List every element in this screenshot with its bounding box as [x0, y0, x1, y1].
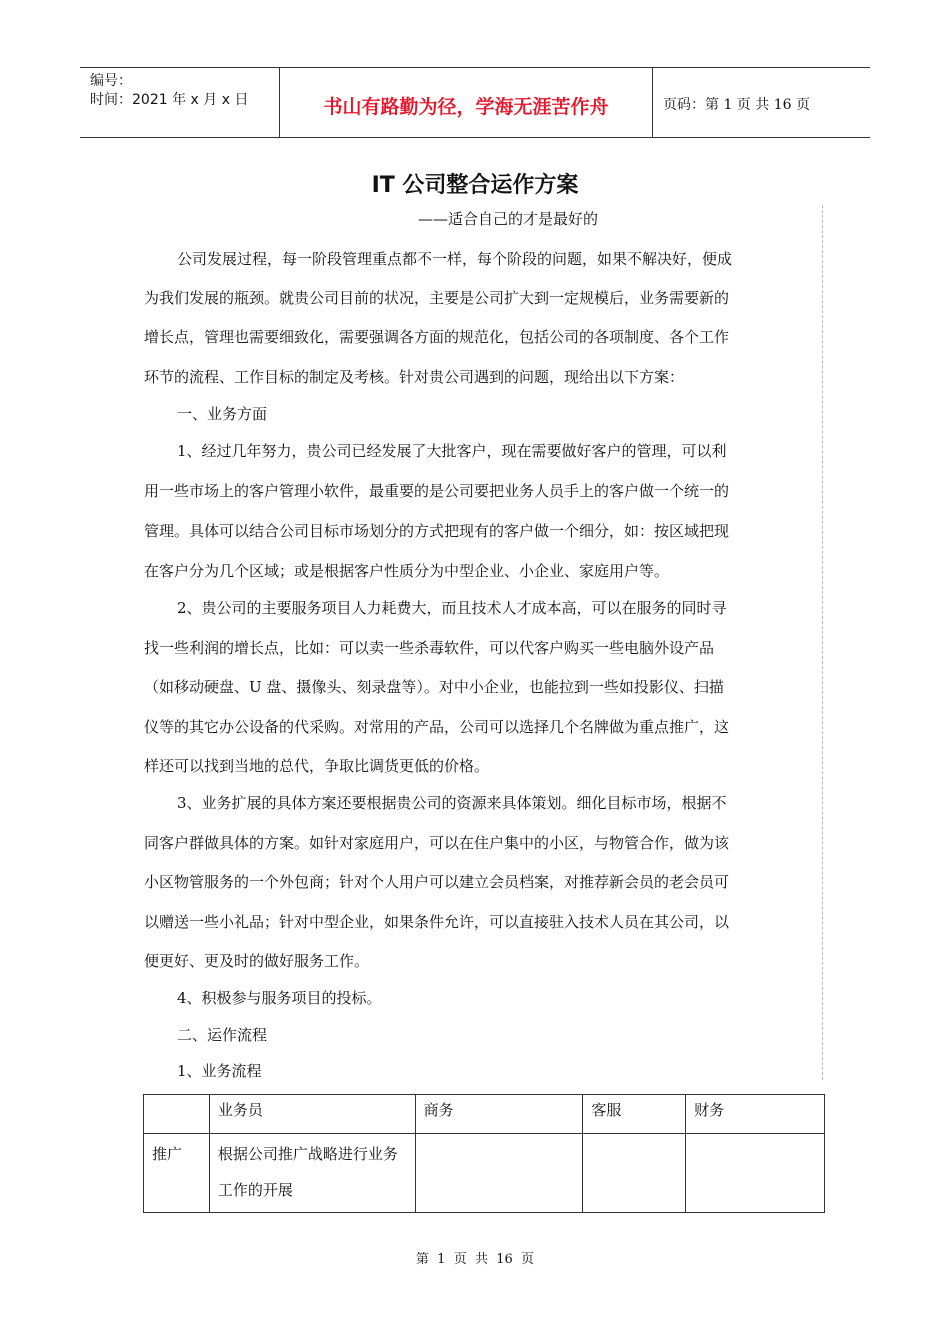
- table-header-cell: 商务: [415, 1095, 583, 1134]
- document-title: IT 公司整合运作方案: [371, 173, 579, 198]
- body-line: 用一些市场上的客户管理小软件，最重要的是公司要把业务人员手上的客户做一个统一的: [144, 482, 730, 500]
- section-heading: 二、运作流程: [177, 1026, 268, 1044]
- body-line: 管理。具体可以结合公司目标市场划分的方式把现有的客户做一个细分，如：按区域把现: [144, 522, 730, 540]
- body-line: （如移动硬盘、U 盘、摄像头、刻录盘等）。对中小企业，也能拉到一些如投影仪、扫描: [144, 678, 724, 696]
- body-line: 找一些利润的增长点，比如：可以卖一些杀毒软件，可以代客户购买一些电脑外设产品: [144, 639, 715, 657]
- body-line: 公司发展过程，每一阶段管理重点都不一样，每个阶段的问题，如果不解决好，便成: [177, 250, 733, 268]
- header-motto-cell: [280, 68, 653, 137]
- table-header-row: [144, 1095, 825, 1134]
- section-heading: 一、业务方面: [177, 405, 268, 423]
- page-footer: 第 1 页 共 16 页: [415, 1252, 535, 1267]
- table-cell: [686, 1134, 825, 1213]
- body-line: 1、经过几年努力，贵公司已经发展了大批客户，现在需要做好客户的管理，可以利: [177, 442, 727, 460]
- body-line: 增长点，管理也需要细致化，需要强调各方面的规范化，包括公司的各项制度、各个工作: [144, 328, 730, 346]
- table-cell: [583, 1134, 686, 1213]
- body-line: 4、积极参与服务项目的投标。: [177, 989, 382, 1007]
- table-header-cell: 业务员: [209, 1095, 415, 1134]
- body-line: 在客户分为几个区域；或是根据客户性质分为中型企业、小企业、家庭用户等。: [144, 562, 670, 580]
- body-line: 环节的流程、工作目标的制定及考核。针对贵公司遇到的问题，现给出以下方案：: [144, 368, 685, 386]
- header-page-cell: [653, 68, 870, 137]
- table-header-cell: 客服: [583, 1095, 686, 1134]
- business-flow-table: [143, 1094, 825, 1213]
- body-line: 3、业务扩展的具体方案还要根据贵公司的资源来具体策划。细化目标市场，根据不: [177, 794, 727, 812]
- table-cell: 推广: [144, 1134, 210, 1213]
- header-info-cell: [80, 68, 280, 137]
- table-cell: [415, 1134, 583, 1213]
- body-line: 为我们发展的瓶颈。就贵公司目前的状况，主要是公司扩大到一定规模后，业务需要新的: [144, 289, 730, 307]
- page-code: 页码：第 1 页 共 16 页: [663, 97, 810, 113]
- body-line: 样还可以找到当地的总代，争取比调货更低的价格。: [144, 757, 490, 775]
- margin-guide-line: [822, 205, 823, 1080]
- body-line: 2、贵公司的主要服务项目人力耗费大，而且技术人才成本高，可以在服务的同时寻: [177, 599, 727, 617]
- table-header-cell: 财务: [686, 1095, 825, 1134]
- body-line: 仪等的其它办公设备的代采购。对常用的产品，公司可以选择几个名牌做为重点推广，这: [144, 718, 730, 736]
- table-row: [144, 1134, 825, 1213]
- body-line: 以赠送一些小礼品；针对中型企业，如果条件允许，可以直接驻入技术人员在其公司，以: [144, 913, 730, 931]
- body-line: 便更好、更及时的做好服务工作。: [144, 952, 370, 970]
- motto: 书山有路勤为径，学海无涯苦作舟: [323, 96, 609, 118]
- table-header-cell: [144, 1095, 210, 1134]
- time-label: 时间：2021 年 x 月 x 日: [90, 92, 249, 108]
- subsection-heading: 1、业务流程: [177, 1062, 262, 1080]
- body-line: 同客户群做具体的方案。如针对家庭用户，可以在住户集中的小区，与物管合作，做为该: [144, 834, 730, 852]
- table-cell: 根据公司推广战略进行业务工作的开展: [209, 1134, 415, 1213]
- number-label: 编号：: [90, 73, 132, 89]
- body-line: 小区物管服务的一个外包商；针对个人用户可以建立会员档案，对推荐新会员的老会员可: [144, 873, 730, 891]
- page-header: [80, 67, 870, 138]
- document-subtitle: ——适合自己的才是最好的: [418, 210, 599, 228]
